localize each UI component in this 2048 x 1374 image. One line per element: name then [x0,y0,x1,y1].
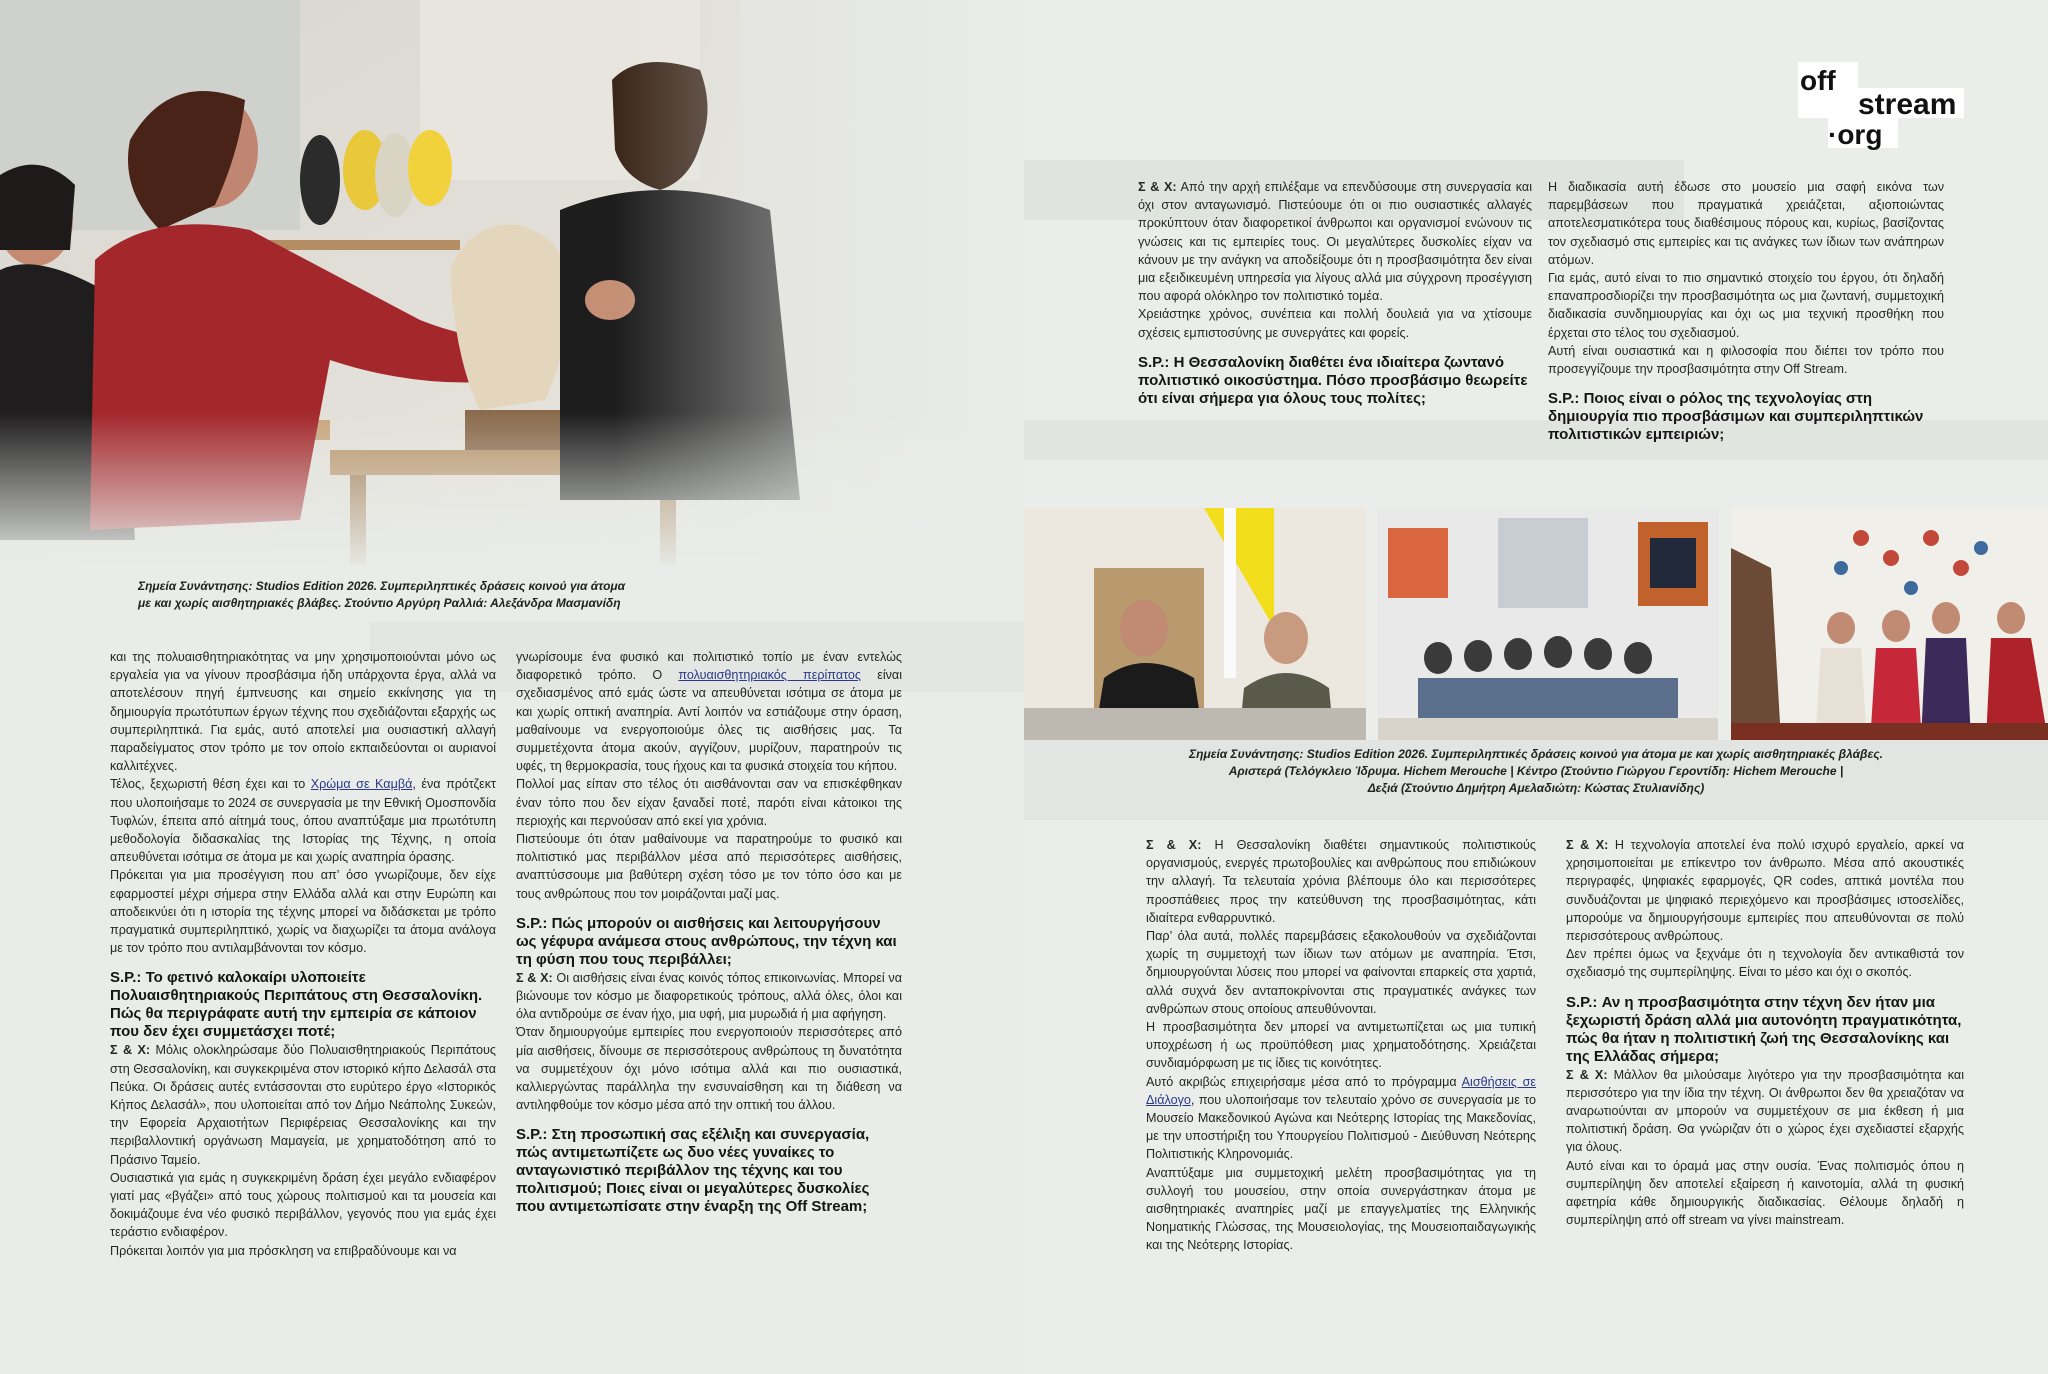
caption-line: Αριστερά (Τελόγκλειο Ίδρυμα. Hichem Merouche | Κέντρο (Στούντιο Γιώργου Γεροντίδη: Hichem Merouche | [1228,764,1844,778]
article-column-3 [1138,178,1532,408]
text: Η τεχνολογία αποτελεί ένα πολύ ισχυρό εργαλείο, αρκεί να χρησιμοποιείται με επίκεντρο τον άνθρωπο. Μέσα από ακουστικές περιγραφές, ψηφιακές εφαρμογές, QR codes, απτικά μοντέλα που συνδυάζονται με ψηφιακό περιεχόμενο και προσβάσιμες ιστοσελίδες, μπορούμε να δημιουργήσουμε εμπειρίες που απευθύνονται σε πολύ περισσότερους ανθρώπους. [1566,838,1964,944]
article-column-1 [110,648,496,1260]
photo-left [1024,508,1366,740]
answer [1146,836,1536,927]
answer-label: Σ & Χ: [1146,838,1202,852]
logo-text-stream: stream [1858,88,1957,121]
answer-label: Σ & Χ: [516,970,553,985]
link-chroma-se-kamva[interactable]: Χρώμα σε Καμβά [310,777,413,792]
photo-center [1378,508,1718,740]
interview-question: S.P.: Πώς μπορούν οι αισθήσεις και λειτουργήσουν ως γέφυρα ανάμεσα στους ανθρώπους, την τέχνη και τη φύση που τους περιβάλλει; [516,914,897,968]
answer [110,1041,496,1168]
interview-question: S.P.: Ποιος είναι ο ρόλος της τεχνολογίας στη δημιουργία πιο προσβάσιμων και συμπεριληπτικών πολιτιστικών εμπειριών; [1548,390,1924,444]
article-column-4 [1548,178,1944,444]
interview-question: S.P.: Αν η προσβασιμότητα στην τέχνη δεν ήταν μια ξεχωριστή δράση αλλά μια αυτονόητη πραγματικότητα, πώς θα ήταν η πολιτιστική ζωή της Θεσσαλονίκης και της Ελλάδας σήμερα; [1566,993,1962,1065]
text: γνωρίσουμε ένα φυσικό και πολιτιστικό τοπίο με έναν εντελώς διαφορετικό τρόπο. Ο [516,650,902,683]
text: , που υλοποιήσαμε τον τελευταίο χρόνο σε συνεργασία με το Μουσείο Μακεδονικού Αγώνα και Νεότερης Ιστορίας της Μακεδονίας, με την υποστήριξη του Υπουργείου Πολιτισμού - Διεύθυνση Νεότερης Πολιτιστικής Κληρονομιάς. [1146,1092,1536,1162]
photo-right [1731,508,2048,740]
paragraph: Η διαδικασία αυτή έδωσε στο μουσείο μια σαφή εικόνα των παρεμβάσεων που πραγματικά χρειάζεται, αξιοποιώντας αποτελεσματικότερα τους διαθέσιμους πόρους και, κυρίως, βασίζοντας τον σχεδιασμό στις εμπειρίες και τις ανάγκες των ίδιων των ανάπηρων ατόμων. [1548,180,1944,267]
paragraph: Δεν πρέπει όμως να ξεχνάμε ότι η τεχνολογία δεν αντικαθιστά τον σχεδιασμό της συμπερίληψης. Είναι το μέσο και όχι ο σκοπός. [1566,947,1964,980]
paragraph: Πιστεύουμε ότι όταν μαθαίνουμε να παρατηρούμε το φυσικό και πολιτιστικό μας περιβάλλον μέσα από περισσότερες αισθήσεις, αναπτύσσουμε μια βαθύτερη σχέση τόσο με τον τόπο όσο και με τους ανθρώπους που τον μοιράζονται μαζί μας. [516,832,902,901]
paragraph: και της πολυαισθητηριακότητας να μην χρησιμοποιούνται μόνο ως εργαλεία για να γίνουν προσβάσιμα ήδη υπάρχοντα έργα, αλλά να αποτελέσουν πηγή έμπνευσης και σημείο εκκίνησης για τη δημιουργία πρωτότυπων έργων τέχνης που σχεδιάζονται εξαρχής ως συμπεριληπτικά. Για εμάς, αυτό αποτελεί μια ουσιαστική αλλαγή παραδείγματος στον τρόπο με τον οποίο εκπαιδεύονται οι αυριανοί καλλιτέχνες. [110,650,496,774]
answer-label: Σ & Χ: [1566,1067,1608,1082]
text: Μάλλον θα μιλούσαμε λιγότερο για την προσβασιμότητα και περισσότερο για την ίδια την τέχνη. Οι άνθρωποι δεν θα χρειαζόταν να αναρωτιούνται αν μπορούν να συμμετέχουν σε μια έκθεση ή μια πολιτιστική δράση. Θα γνώριζαν ότι ο χώρος έχει σχεδιαστεί εξαρχής για όλους. [1566,1067,1965,1155]
answer [516,969,902,1024]
answer [1138,178,1532,305]
interview-question: S.P.: Στη προσωπική σας εξέλιξη και συνεργασία, πώς αντιμετωπίζετε ως δυο νέες γυναίκες το ανταγωνιστικό περιβάλλον της τέχνης και του πολιτισμού; Ποιες είναι οι μεγαλύτερες δυσκολίες που αντιμετωπίσατε στην έναρξη της Off Stream; [516,1126,870,1216]
right-page [1024,0,2048,1374]
paragraph: Πολλοί μας είπαν στο τέλος ότι αισθάνονται σαν να επισκέφθηκαν έναν τόπο που δεν είχαν ξαναδεί ποτέ, παρότι είναι κάτοικοι της περιοχής και περνούσαν από εκεί για χρόνια. [516,777,902,828]
caption-line: Δεξιά (Στούντιο Δημήτρη Αμελαδιώτη: Κώστας Στυλιανίδης) [1367,781,1705,795]
paragraph [1146,1073,1536,1164]
text: είναι σχεδιασμένος από εμάς ώστε να απευθύνεται ισότιμα σε άτομα με και χωρίς οπτική αναπηρία. Αντί λοιπόν να εστιάζουμε στην όραση, μαθαίνουμε να ενεργοποιούμε όλες τις αισθήσεις μας. Τα συμμετέχοντα άτομα ακούν, αγγίζουν, μυρίζουν, παρατηρούν τις υφές, τη θερμοκρασία, τους ήχους και τα φυσικά στοιχεία του κήπου. [516,668,902,774]
paragraph: Πρόκειται λοιπόν για μια πρόσκληση να επιβραδύνουμε και να [110,1243,457,1258]
answer-label: Σ & Χ: [1138,180,1177,194]
text: , ένα πρότζεκτ που υλοποιήσαμε το 2024 σε συνεργασία με την Εθνική Ομοσπονδία Τυφλών, έπειτα από αίτημά τους, όπου αναπτύξαμε μια πρωτότυπη μεθοδολογία διδασκαλίας της Ιστορίας της Τέχνης, η οποία απευθύνεται ισότιμα σε άτομα με και χωρίς αναπηρία όρασης. [110,777,496,865]
paragraph: Πρόκειται για μια προσέγγιση που απ’ όσο γνωρίζουμε, δεν είχε εφαρμοστεί μέχρι σήμερα στην Ελλάδα αλλά και στην Ευρώπη και αποδεικνύει ότι η ιστορία της τέχνης μπορεί να διδάσκεται με τρόπο πραγματικά συμπεριληπτικό, χωρίς να διαχωρίζει τα άτομα ανάλογα με τον τρόπο που αντιλαμβάνονται τον κόσμο. [110,868,496,956]
answer [1566,1066,1964,1157]
text: Μόλις ολοκληρώσαμε δύο Πολυαισθητηριακούς Περιπάτους στη Θεσσαλονίκη, και συγκεκριμένα στον ιστορικό κήπο Δελασάλ στα Πεύκα. Οι δράσεις αυτές εντάσσονται στο ευρύτερο έργο «Ιστορικός Κήπος Δελασάλ», που υλοποιείται από τον Δήμο Νεάπολης Συκεών, την Εφορεία Αρχαιοτήτων Περιφέρειας Θεσσαλονίκης και την περιβαλλοντική οργάνωση Μαμαγεία, με χρηματοδότηση από το Πράσινο Ταμείο. [110,1043,496,1167]
caption-line: Σημεία Συνάντησης: Studios Edition 2026. Συμπεριληπτικές δράσεις κοινού για άτομα [138,579,626,593]
offstream-logo [1798,56,1964,152]
text: Η Θεσσαλονίκη διαθέτει σημαντικούς πολιτιστικούς οργανισμούς, ενεργές πρωτοβουλίες και ανθρώπους που επιδιώκουν την αλλαγή. Τα τελευταία χρόνια βλέπουμε όλο και περισσότερες προσπάθειες προς την κατεύθυνση της προσβασιμότητας, κάτι ιδιαίτερα ενθαρρυντικό. [1146,838,1536,925]
paragraph: Αυτή είναι ουσιαστικά και η φιλοσοφία που διέπει τον τρόπο που προσεγγίζουμε την προσβασιμότητα στην Off Stream. [1548,343,1944,377]
text: Οι αισθήσεις είναι ένας κοινός τόπος επικοινωνίας. Μπορεί να βιώνουμε τον κόσμο με διαφορετικούς τρόπους, αλλά όλες, όλοι και όλα αντιδρούμε σε έναν ήχο, μια υφή, μια μυρωδιά ή μια αφήγηση. [516,970,902,1022]
interview-question: S.P.: Το φετινό καλοκαίρι υλοποιείτε Πολυαισθητηριακούς Περιπάτους στη Θεσσαλονίκη. Πώς θα περιγράφατε αυτή την εμπειρία σε κάποιον που δεν έχει συμμετάσχει ποτέ; [110,969,483,1041]
caption-line: Σημεία Συνάντησης: Studios Edition 2026. Συμπεριληπτικές δράσεις κοινού για άτομα με και χωρίς αισθητηριακές βλάβες. [1189,747,1883,761]
photo-caption [138,578,738,612]
paragraph [110,775,496,866]
paragraph: Χρειάστηκε χρόνος, συνέπεια και πολλή δουλειά για να χτίσουμε σχέσεις εμπιστοσύνης με συνεργάτες και φορείς. [1138,307,1532,340]
link-polyaisthitiriakos-peripatos[interactable]: πολυαισθητηριακός περίπατος [678,668,861,683]
paragraph: Για εμάς, αυτό είναι το πιο σημαντικό στοιχείο του έργου, ότι δηλαδή επαναπροσδιορίζει την προσβασιμότητα ως μια ζωντανή, συμμετοχική διαδικασία συνδημιουργίας και όχι ως μια τεχνική προσθήκη που έρχεται στο τέλος του σχεδιασμού. [1548,271,1944,340]
logo-text-off: off [1800,65,1836,96]
paragraph: Η προσβασιμότητα δεν μπορεί να αντιμετωπίζεται ως μια τυπική υποχρέωση ή ως προϋπόθεση μιας χρηματοδότησης. Χρειάζεται συνδιαμόρφωση με τις ίδιες τις κοινότητες. [1146,1020,1536,1071]
caption-line: με και χωρίς αισθητηριακές βλάβες. Στούντιο Αργύρη Ραλλιά: Αλεξάνδρα Μασμανίδη [138,596,621,610]
link-aistheseis-se-dialogo[interactable]: Αισθήσεις σε Διάλογο [1146,1074,1536,1107]
paragraph: Παρ’ όλα αυτά, πολλές παρεμβάσεις εξακολουθούν να σχεδιάζονται χωρίς τη συμμετοχή των ίδιων των ατόμων με αναπηρία. Έτσι, δημιουργούνται λύσεις που μπορεί να φαίνονται επαρκείς στα χαρτιά, αλλά συχνά δεν ανταποκρίνονται στις πραγματικές ανάγκες των ανθρώπων στους οποίους απευθύνονται. [1146,929,1536,1016]
text: Αυτό ακριβώς επιχειρήσαμε μέσα από το πρόγραμμα [1146,1074,1462,1089]
paragraph: Ουσιαστικά για εμάς η συγκεκριμένη δράση έχει μεγάλο ενδιαφέρον γιατί μας «βγάζει» από τους χώρους πολιτισμού και τα μουσεία και δοκιμάζουμε ένα νέο φυσικό περιβάλλον, γεγονός που για εμάς έχει τεράστιο ενδιαφέρον. [110,1170,496,1240]
photos-caption [1024,746,2048,797]
paragraph: Αυτό είναι και το όραμά μας στην ουσία. Ένας πολιτισμός όπου η συμπερίληψη δεν αποτελεί εξαίρεση ή καινοτομία, αλλά τη φυσική αφετηρία κάθε δημιουργικής διαδικασίας. Θέλουμε δηλαδή η συμπερίληψη από off stream να γίνει mainstream. [1566,1158,1964,1228]
paragraph: Όταν δημιουργούμε εμπειρίες που ενεργοποιούν περισσότερες από μία αισθήσεις, δίνουμε σε περισσότερους ανθρώπους τη δυνατότητα να συμμετέχουν όχι μόνο ισότιμα αλλά και πιο ουσιαστικά, καλλιεργώντας παράλληλα την ενσυναίσθηση και τη διάθεση να αντιληφθούμε τον κόσμο μέσα από την οπτική του άλλου. [516,1025,902,1113]
paragraph [516,648,902,775]
article-column-2 [516,648,902,1216]
text: Τέλος, ξεχωριστή θέση έχει και το [110,777,311,792]
logo-text-org: ·org [1828,119,1883,150]
answer-label: Σ & Χ: [110,1043,151,1058]
studio-photo [0,0,1024,572]
answer [1566,836,1964,945]
article-column-6 [1566,836,1964,1229]
answer-label: Σ & Χ: [1566,838,1609,852]
text: Από την αρχή επιλέξαμε να επενδύσουμε στη συνεργασία και όχι στον ανταγωνισμό. Πιστεύουμε ότι οι πιο ουσιαστικές αλλαγές προκύπτουν όταν διαφορετικοί άνθρωποι και οργανισμοί ενώνουν τις γνώσεις και τις εμπειρίες τους. Οι μεγαλύτερες δυσκολίες είχαν να κάνουν με την ανάγκη να αποδείξουμε ότι η προσβασιμότητα δεν είναι μια εξειδικευμένη υπηρεσία για λίγους αλλά μια σύγχρονη προσέγγιση που αφορά ολόκληρο τον πολιτιστικό τομέα. [1138,180,1532,304]
interview-question: S.P.: Η Θεσσαλονίκη διαθέτει ένα ιδιαίτερα ζωντανό πολιτιστικό οικοσύστημα. Πόσο προσβάσιμο θεωρείτε ότι είναι σήμερα για όλους τους πολίτες; [1138,353,1528,407]
paragraph: Αναπτύξαμε μια συμμετοχική μελέτη προσβασιμότητας για τη συλλογή του μουσείου, στην οποία συνεργάστηκαν άτομα με αισθητηριακές αναπηρίες μαζί με επαγγελματίες της Ελληνικής Νοηματικής Γλώσσας, της Μουσειολογίας, της Μουσειοπαιδαγωγικής και της Νεότερης Ιστορίας. [1146,1165,1536,1253]
article-column-5 [1146,836,1536,1255]
